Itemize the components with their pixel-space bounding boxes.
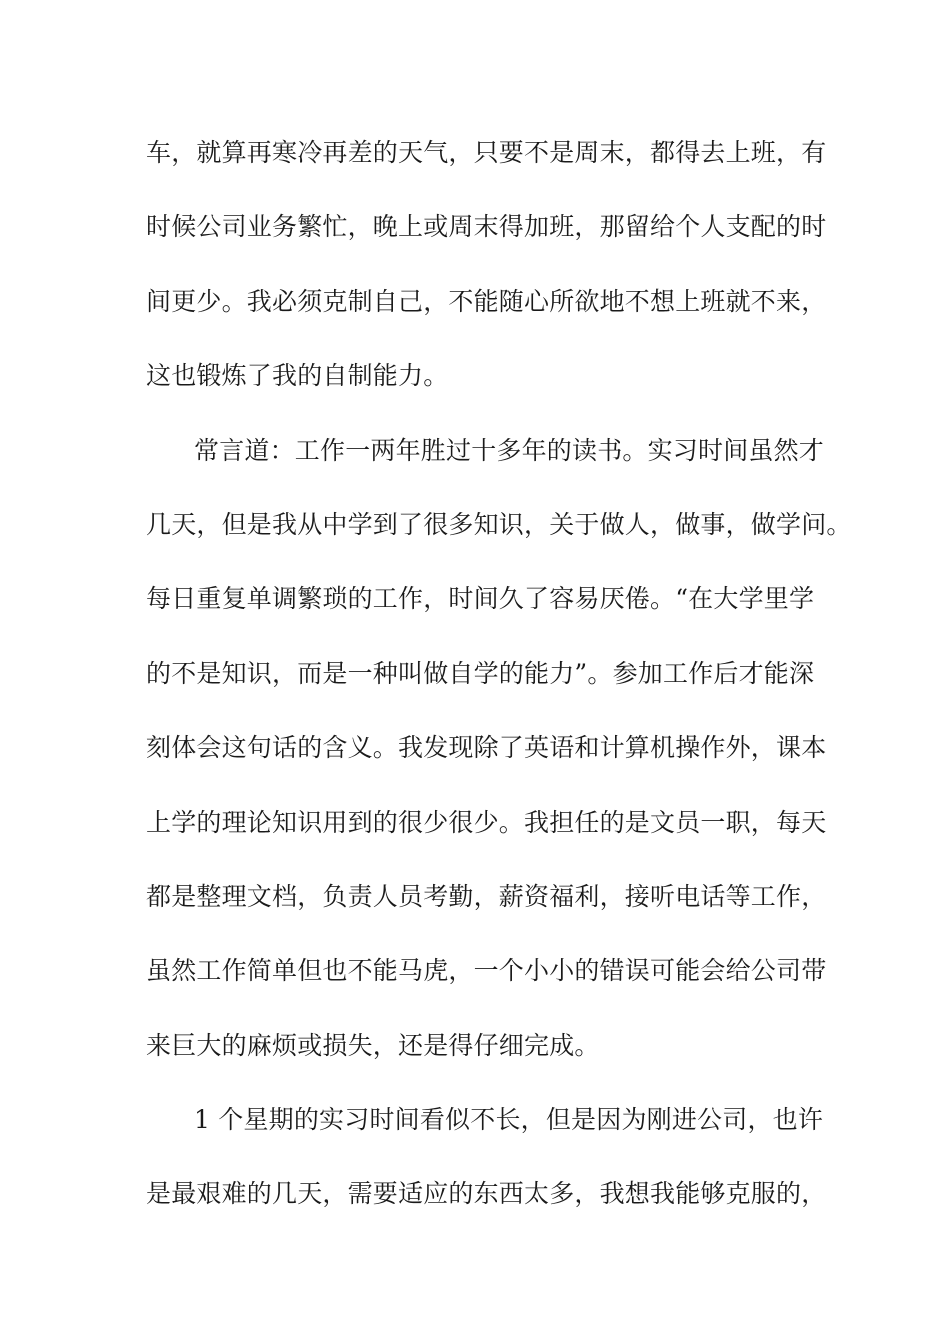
text-line: 这也锻炼了我的自制能力。 (146, 361, 449, 391)
text-line: 虽然工作简单但也不能马虎，一个小小的错误可能会给公司带 (146, 956, 827, 986)
text-line: 几天，但是我从中学到了很多知识，关于做人，做事，做学问。 (146, 509, 852, 539)
text-line: 时候公司业务繁忙，晚上或周末得加班，那留给个人支配的时 (146, 212, 827, 242)
text-line: 上学的理论知识用到的很少很少。我担任的是文员一职，每天 (146, 807, 827, 837)
text-line: 是最艰难的几天，需要适应的东西太多，我想我能够克服的， (146, 1179, 827, 1209)
text-line: 来巨大的麻烦或损失，还是得仔细完成。 (146, 1030, 600, 1060)
text-line: 都是整理文档，负责人员考勤，薪资福利，接听电话等工作， (146, 881, 827, 911)
paragraph-start-line: 常言道：工作一两年胜过十多年的读书。实习时间虽然才 (194, 435, 825, 465)
text-line: 间更少。我必须克制自己，不能随心所欲地不想上班就不来， (146, 286, 827, 316)
text-line: 刻体会这句话的含义。我发现除了英语和计算机操作外，课本 (146, 733, 827, 763)
text-line: 的不是知识，而是一种叫做自学的能力”。参加工作后才能深 (146, 658, 815, 688)
text-line: 每日重复单调繁琐的工作，时间久了容易厌倦。“在大学里学 (146, 584, 815, 614)
body-text (146, 130, 852, 1246)
text-line: 车，就算再寒冷再差的天气，只要不是周末，都得去上班，有 (146, 138, 827, 167)
paragraph-start-line: 1 个星期的实习时间看似不长，但是因为刚进公司，也许 (194, 1105, 824, 1135)
